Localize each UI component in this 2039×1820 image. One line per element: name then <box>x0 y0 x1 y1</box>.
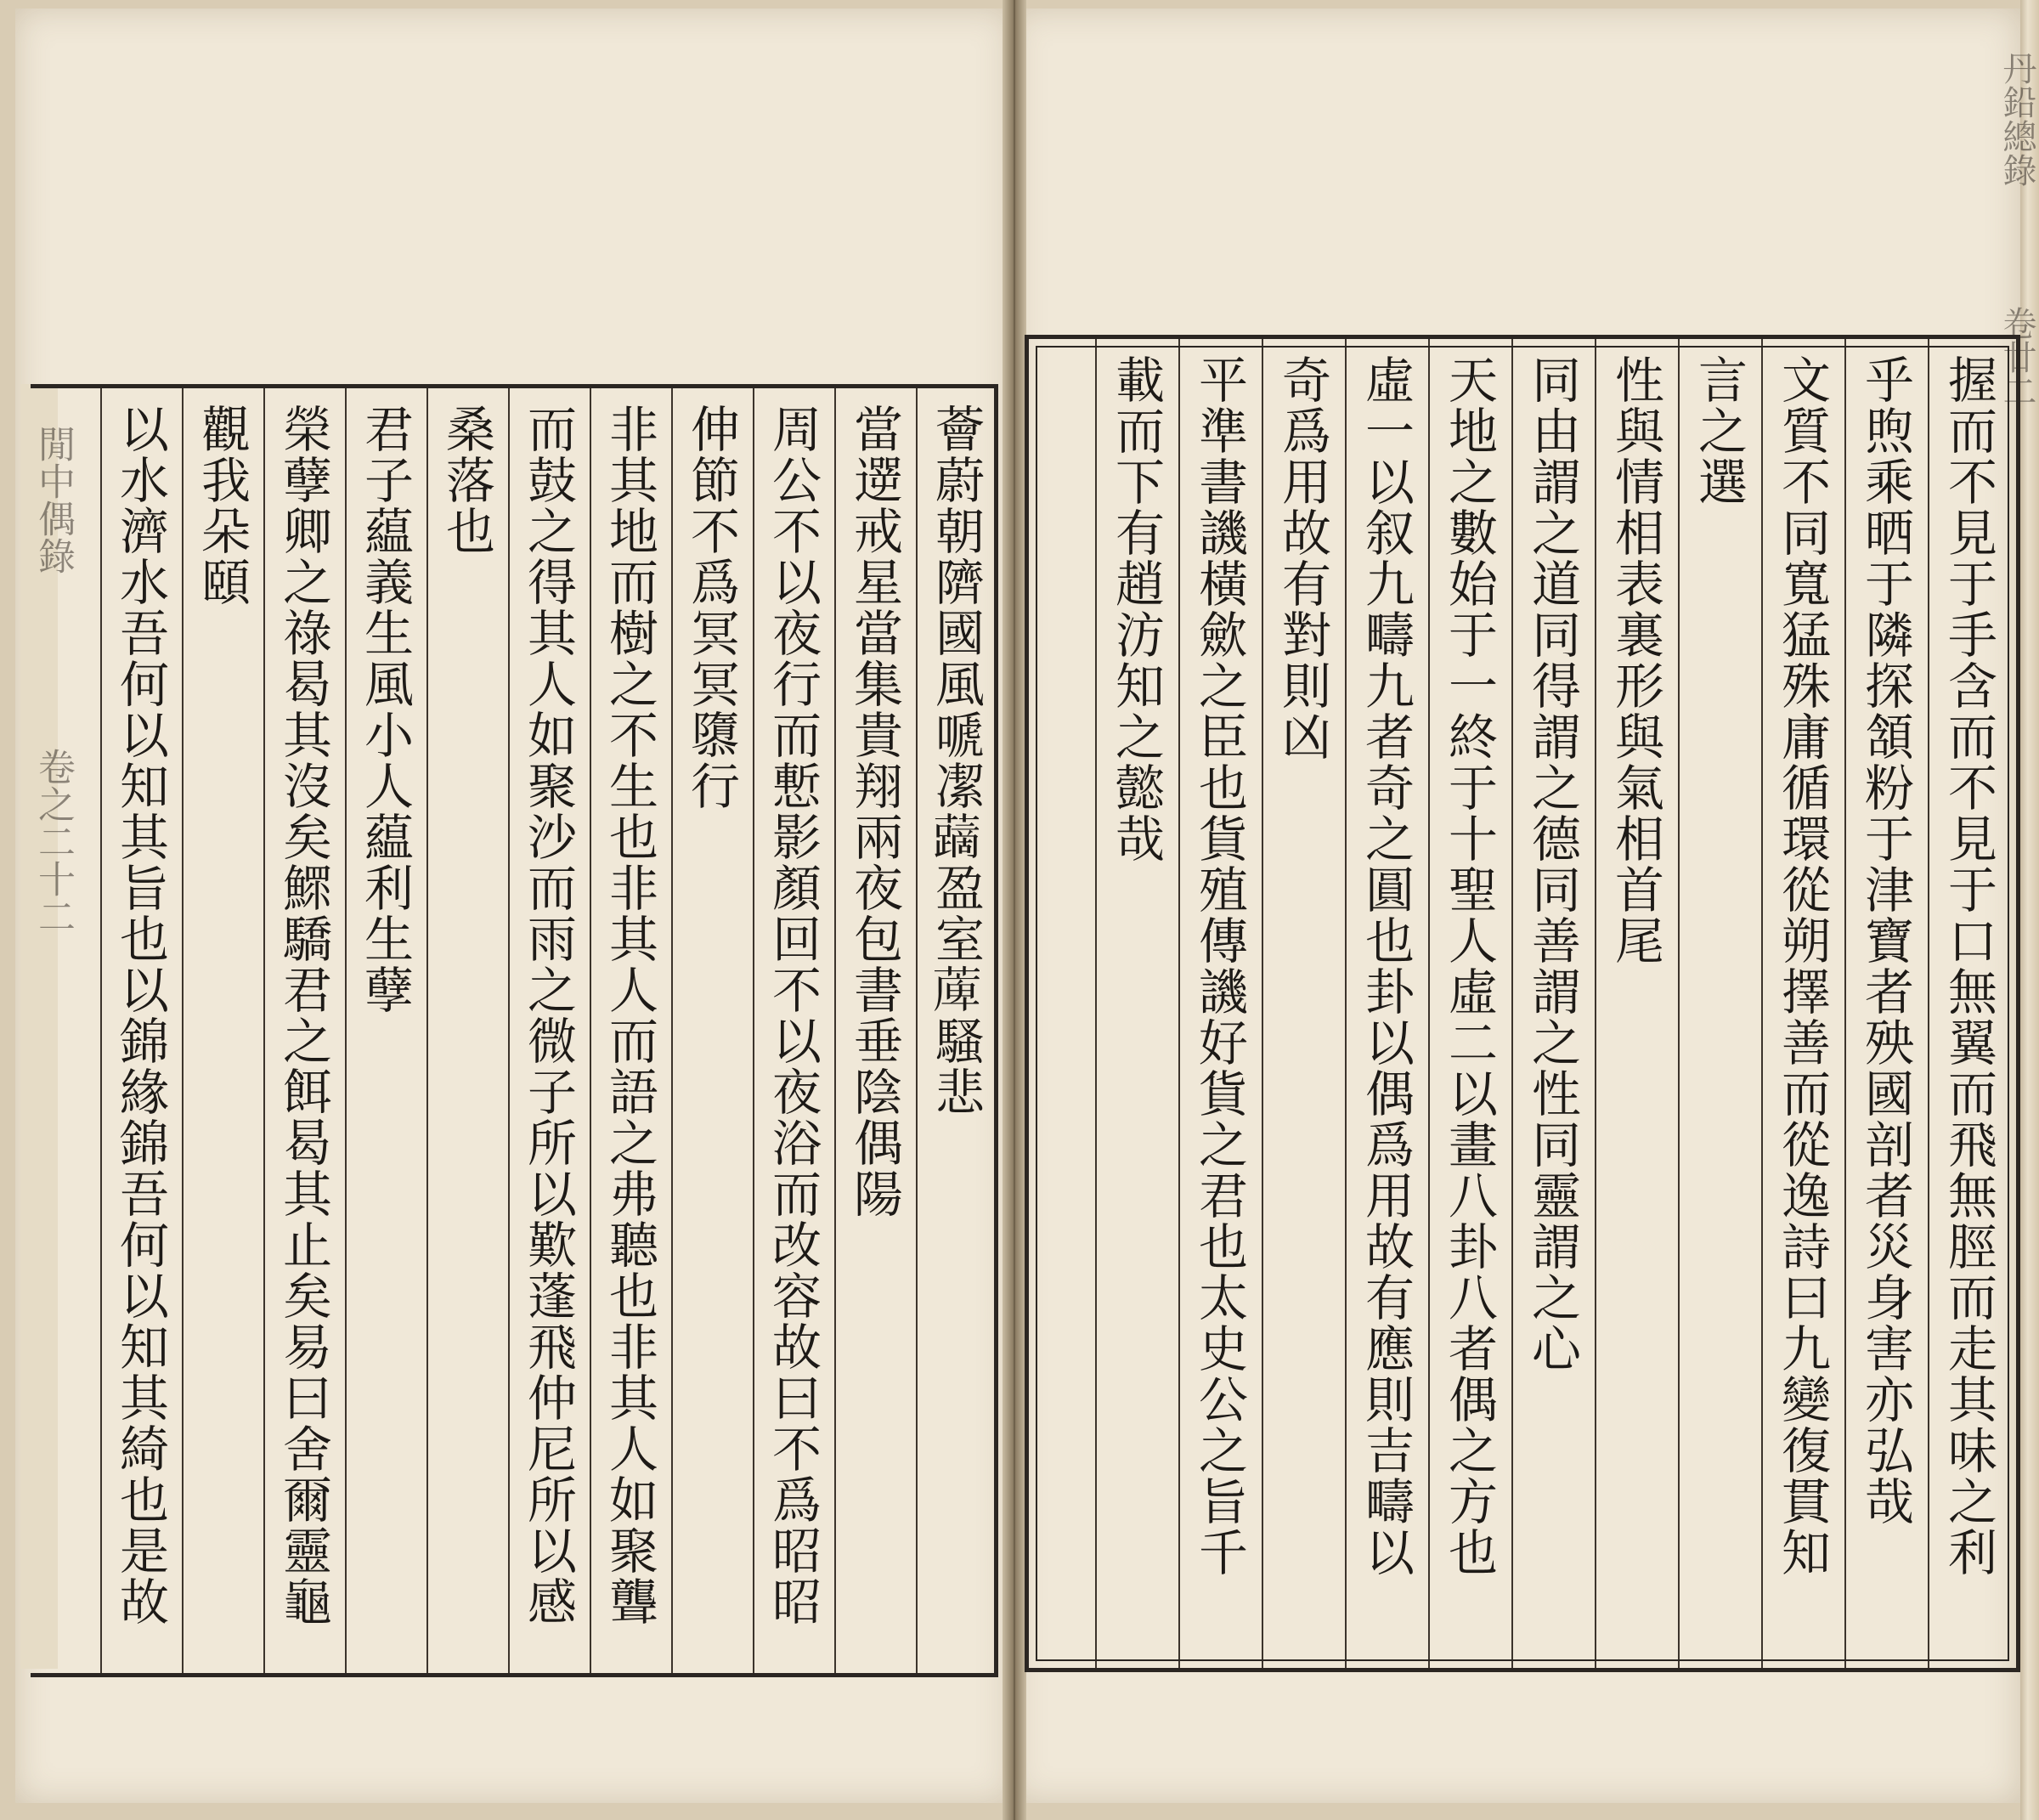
text-column: 以水濟水吾何以知其旨也以錦緣錦吾何以知其綺也是故 <box>100 388 178 1673</box>
text-column: 奇爲用故有對則凶 <box>1262 339 1341 1668</box>
text-column: 天地之數始于一終于十聖人虛二以畫八卦八者偶之方也 <box>1428 339 1508 1668</box>
left-margin-volume: 卷之二十二 <box>31 748 75 935</box>
text-column: 言之選 <box>1678 339 1758 1668</box>
text-column: 性與情相表裏形與氣相首尾 <box>1595 339 1675 1668</box>
page-edge <box>2020 0 2039 1820</box>
text-column: 薈蔚朝隮國風嗁㓗𧃐盈室𦸣騷悲 <box>916 388 994 1673</box>
text-column: 同由謂之道同得謂之德同善謂之性同靈謂之心 <box>1511 339 1591 1668</box>
left-text-frame <box>31 384 998 1677</box>
text-column: 君子藴義生風小人藴利生孽 <box>345 388 423 1673</box>
text-column: 載而下有趙汸知之懿哉 <box>1095 339 1175 1668</box>
text-column: 而鼓之得其人如聚沙而雨之微子所以歎蓬飛仲尼所以感 <box>508 388 586 1673</box>
text-column: 伸節不爲冥冥隳行 <box>671 388 749 1673</box>
text-column: 當遻戒星當集貴翔兩夜包書垂陰偶陽 <box>834 388 912 1673</box>
text-column: 桑落也 <box>426 388 505 1673</box>
right-margin-volume: 卷廿二 <box>1997 306 2036 408</box>
right-text-frame <box>1025 335 2020 1672</box>
text-column: 握而不見于手含而不見于口無翼而飛無脛而走其味之利 <box>1928 339 2008 1668</box>
text-column: 榮孽卿之祿曷其沒矣鰥驕君之餌曷其止矣易曰舍爾靈龜 <box>263 388 342 1673</box>
text-column: 周公不以夜行而慙影顏回不以夜浴而改容故曰不爲昭昭 <box>753 388 831 1673</box>
text-column: 文質不同寬猛殊庸循環從朔擇善而從逸詩曰九變復貫知 <box>1761 339 1841 1668</box>
text-column: 非其地而樹之不生也非其人而語之弗聽也非其人如聚聾 <box>590 388 668 1673</box>
text-column: 觀我朵頤 <box>182 388 260 1673</box>
left-margin-title: 閒中偶錄 <box>31 425 75 574</box>
text-column: 虛一以叙九疇九者奇之圓也卦以偶爲用故有應則吉疇以 <box>1345 339 1425 1668</box>
text-column: 乎煦乘晒于隣探頷粉于津寶者殃國剖者災身害亦弘哉 <box>1844 339 1924 1668</box>
right-margin-title: 丹鉛總錄 <box>1997 51 2036 187</box>
book-gutter <box>1003 0 1026 1820</box>
text-column: 平準書譏橫歛之臣也貨殖傳譏好貨之君也太史公之旨千 <box>1178 339 1258 1668</box>
